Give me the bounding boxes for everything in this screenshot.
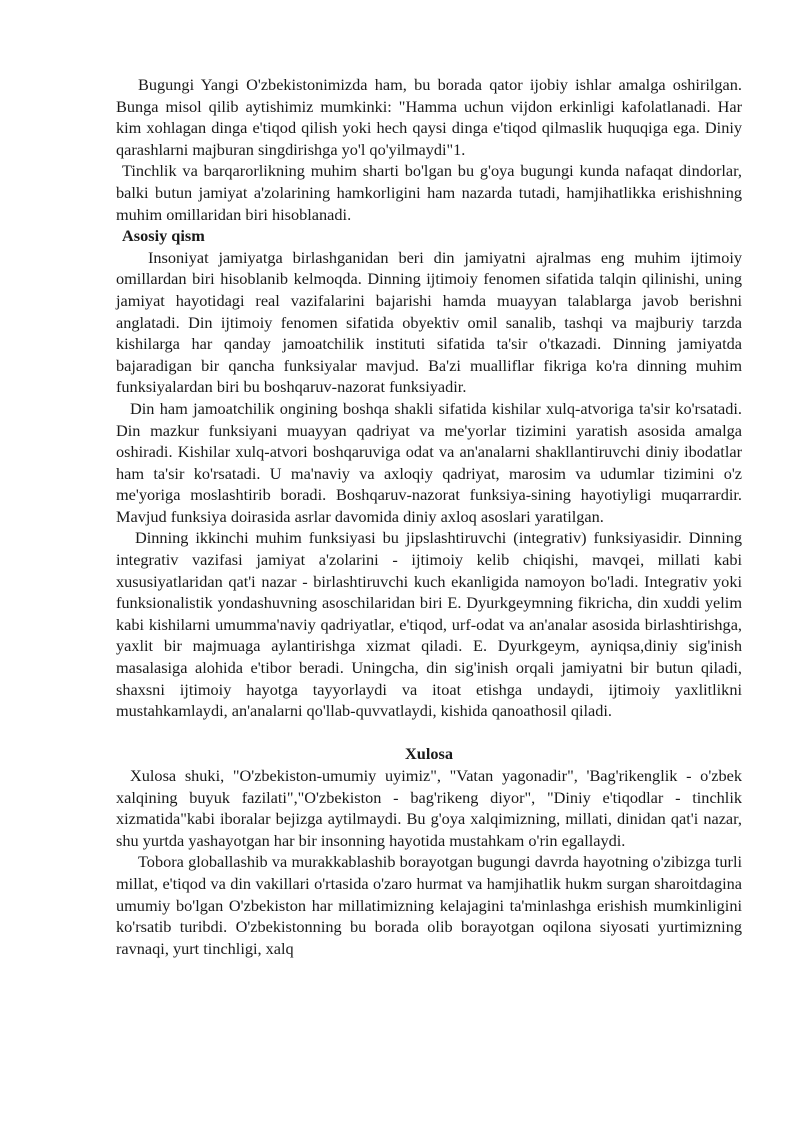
main-section-heading: Asosiy qism	[122, 226, 205, 246]
main-paragraph-1: Insoniyat jamiyatga birlashganidan beri din jamiyatni ajralmas eng muhim ijtimoiy omillardan biri hisoblanib kelmoqda. Dinning ijtimoiy fenomen sifatida talqin qilinishi, uning jamiyat hayotidagi real vazifalarini bajarishi hamda muayyan talablarga javob berishni anglatadi. Din ijtimoiy fenomen sifatida obyektiv omil sanalib, tashqi va majburiy tarzda kishilarga har qanday jamoatchilik instituti sifatida ta'sir o'tkazadi. Dinning jamiyatda bajaradigan bir qancha funksiyalar mavjud. Ba'zi mualliflar fikriga ko'ra dinning muhim funksiyalardan biri bu boshqaruv-nazorat funksiyadir.	[116, 247, 742, 397]
conclusion-paragraph-2: Tobora globallashib va murakkablashib borayotgan bugungi davrda hayotning o'zibizga turli millat, e'tiqod va din vakillari o'rtasida o'zaro hurmat va hamjihatlik hukm surgan sharoitdagina umumiy bo'lgan O'zbekiston har millatimizning kelajagini ta'minlashga erishish mumkinligini ko'rsatib turibdi. O'zbekistonning bu borada olib borayotgan oqilona siyosati yurtimizning ravnaqi, yurt tinchligi, xalq	[116, 852, 742, 958]
intro-paragraph-1: Bugungi Yangi O'zbekistonimizda ham, bu borada qator ijobiy ishlar amalga oshirilgan. Bunga misol qilib aytishimiz mumkinki: "Hamma uchun vijdon erkinligi kafolatlanadi. Har kim xohlagan dinga e'tiqod qilish yoki hech qaysi dinga e'tiqod qilmaslik huquqiga ega. Diniy qarashlarni majburan singdirishga yo'l qo'yilmaydi"1.	[116, 75, 742, 159]
conclusion-heading: Xulosa	[405, 744, 453, 764]
conclusion-paragraph-1: Xulosa shuki, "O'zbekiston-umumiy uyimiz", "Vatan yagonadir", 'Bag'rikenglik - o'zbek xalqining buyuk fazilati","O'zbekiston - bag'rikeng diyor", "Diniy e'tiqodlar - tinchlik xizmatida"kabi iboralar bejizga aytilmaydi. Bu g'oya xalqimizning, millati, dinidan qat'i nazar, shu yurtda yashayotgan har bir insonning hayotida mustahkam o'rin egallaydi.	[116, 766, 742, 850]
document-page	[116, 74, 742, 959]
main-paragraph-2: Din ham jamoatchilik ongining boshqa shakli sifatida kishilar xulq-atvoriga ta'sir ko'rsatadi. Din mazkur funksiyani muayyan qadriyat va me'yorlar tizimini yaratish asosida amalga oshiradi. Kishilar xulq-atvori boshqaruviga odat va an'analarni shakllantiruvchi diniy ibodatlar ham ta'sir ko'rsatadi. U ma'naviy va axloqiy qadriyat, marosim va udumlar tizimini o'z me'yoriga moslashtirib boradi. Boshqaruv-nazorat funksiya-sining hayotiyligi muqarrardir. Mavjud funksiya doirasida asrlar davomida diniy axloq asoslari yaratilgan.	[116, 398, 742, 526]
main-paragraph-3: Dinning ikkinchi muhim funksiyasi bu jipslashtiruvchi (integrativ) funksiyasidir. Dinning integrativ vazifasi jamiyat a'zolarini - ijtimoiy kelib chiqishi, mavqei, millati kabi xususiyatlaridan qat'i nazar - birlashtiruvchi kuch ekanligida namoyon bo'ladi. Integrativ yoki funksionalistik yondashuvning asoschilaridan biri E. Dyurkgeymning fikricha, din xuddi yelim kabi kishilarni umumma'naviy qadriyatlar, e'tiqod, urf-odat va an'analar asosida birlashtirishga, yaxlit bir majmuaga aylantirishga xizmat qiladi. E. Dyurkgeym, ayniqsa,diniy sig'inish masalasiga alohida e'tibor beradi. Uningcha, din sig'inish orqali jamiyatni bir butun qiladi, shaxsni ijtimoiy hayotga tayyorlaydi va itoat etishga undaydi, ijtimoiy yaxlitlikni mustahkamlaydi, an'analarni qo'llab-quvvatlaydi, kishida qanoathosil qiladi.	[116, 528, 742, 721]
intro-paragraph-2: Tinchlik va barqarorlikning muhim sharti bo'lgan bu g'oya bugungi kunda nafaqat dindorlar, balki butun jamiyat a'zolarining hamkorligini ham nazarda tutadi, hamjihatlikka erishishning muhim omillaridan biri hisoblanadi.	[116, 161, 742, 224]
